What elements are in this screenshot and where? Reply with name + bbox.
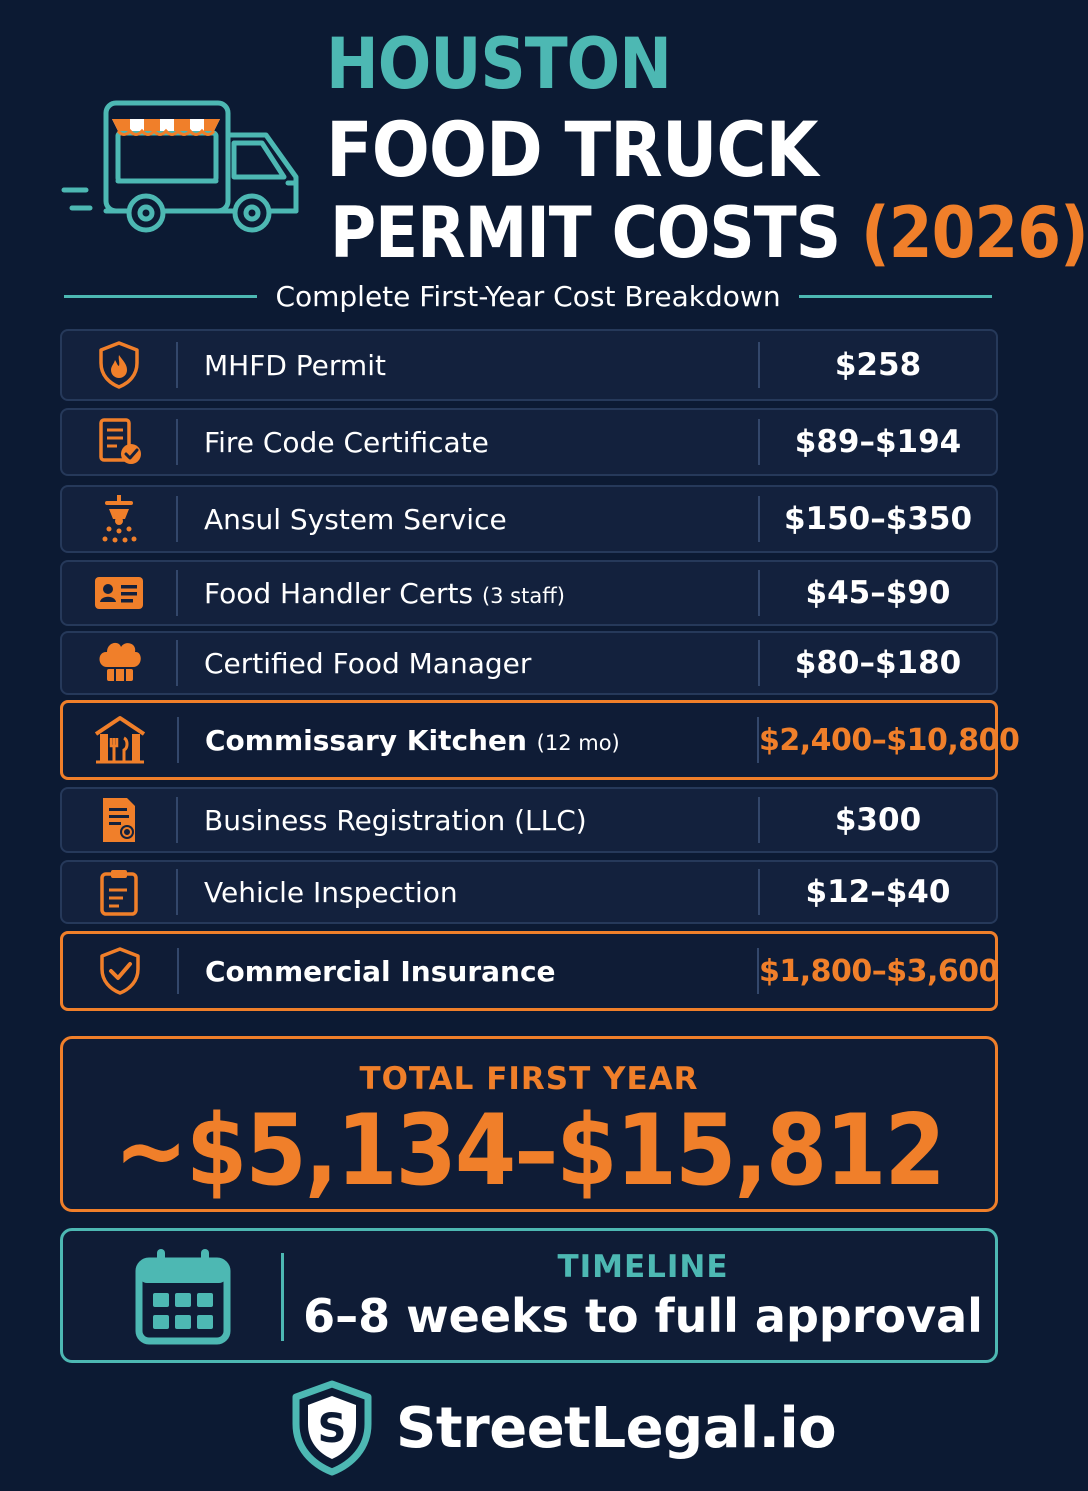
clipboard-icon (93, 866, 145, 918)
brand-shield-logo-icon (290, 1380, 374, 1476)
shield-flame-icon (93, 339, 145, 391)
title-sub (330, 194, 1088, 272)
timeline-divider (281, 1253, 284, 1341)
svg-text:S: S (317, 1406, 347, 1452)
food-truck-icon (60, 95, 305, 245)
title-main: FOOD TRUCK (326, 105, 818, 194)
cost-row-ansul-system-service (60, 485, 998, 553)
cost-amount: $80–$180 (794, 645, 962, 681)
cost-amount: $12–$40 (805, 874, 951, 910)
cost-row-food-handler-certs (60, 560, 998, 626)
shield-check-icon (94, 945, 146, 997)
cost-label: Commercial Insurance (205, 954, 556, 988)
total-label: TOTAL FIRST YEAR (359, 1061, 699, 1097)
kitchen-building-icon (94, 714, 146, 766)
brand-name: StreetLegal.io (396, 1395, 837, 1461)
id-card-icon (93, 567, 145, 619)
timeline-box (60, 1228, 998, 1363)
title-city: HOUSTON (326, 23, 671, 105)
header (0, 0, 1088, 280)
cost-amount: $89–$194 (794, 424, 962, 460)
timeline-label: TIMELINE (557, 1249, 729, 1285)
total-box (60, 1036, 998, 1212)
sprinkler-icon (93, 493, 145, 545)
cost-amount: $258 (834, 347, 922, 383)
title-permit-costs: PERMIT COSTS (330, 192, 841, 274)
divider-right (799, 295, 992, 298)
title-year: (2026) (860, 192, 1088, 274)
cost-row-commercial-insurance (60, 931, 998, 1011)
cost-label: Business Registration (LLC) (204, 803, 587, 837)
cost-amount: $45–$90 (805, 575, 951, 611)
cost-label: Commissary Kitchen (12 mo) (205, 723, 620, 757)
subtitle-row (64, 276, 992, 316)
cost-row-certified-food-manager (60, 631, 998, 695)
cost-label: Vehicle Inspection (204, 875, 458, 909)
cost-label: Fire Code Certificate (204, 425, 489, 459)
timeline-value: 6–8 weeks to full approval (303, 1289, 983, 1343)
cost-row-vehicle-inspection (60, 860, 998, 924)
subtitle: Complete First-Year Cost Breakdown (275, 279, 781, 313)
cost-amount: $1,800–$3,600 (759, 953, 1000, 989)
cost-row-fire-code-certificate (60, 408, 998, 476)
cost-label: Certified Food Manager (204, 646, 532, 680)
cost-row-commissary-kitchen (60, 700, 1020, 780)
cost-amount: $2,400–$10,800 (759, 722, 1020, 758)
chef-hat-icon (93, 637, 145, 689)
cost-label: MHFD Permit (204, 348, 386, 382)
cost-amount: $300 (834, 802, 922, 838)
calendar-icon (133, 1247, 233, 1347)
cost-label: Food Handler Certs (3 staff) (204, 576, 565, 610)
brand[interactable] (290, 1378, 836, 1478)
cost-amount: $150–$350 (783, 501, 973, 537)
total-value: ~$5,134–$15,812 (114, 1094, 944, 1208)
cost-label: Ansul System Service (204, 502, 507, 536)
cost-row-business-registration (60, 787, 998, 853)
cost-row-mhfd-permit (60, 329, 998, 401)
document-seal-icon (93, 794, 145, 846)
certificate-check-icon (93, 416, 145, 468)
divider-left (64, 295, 257, 298)
